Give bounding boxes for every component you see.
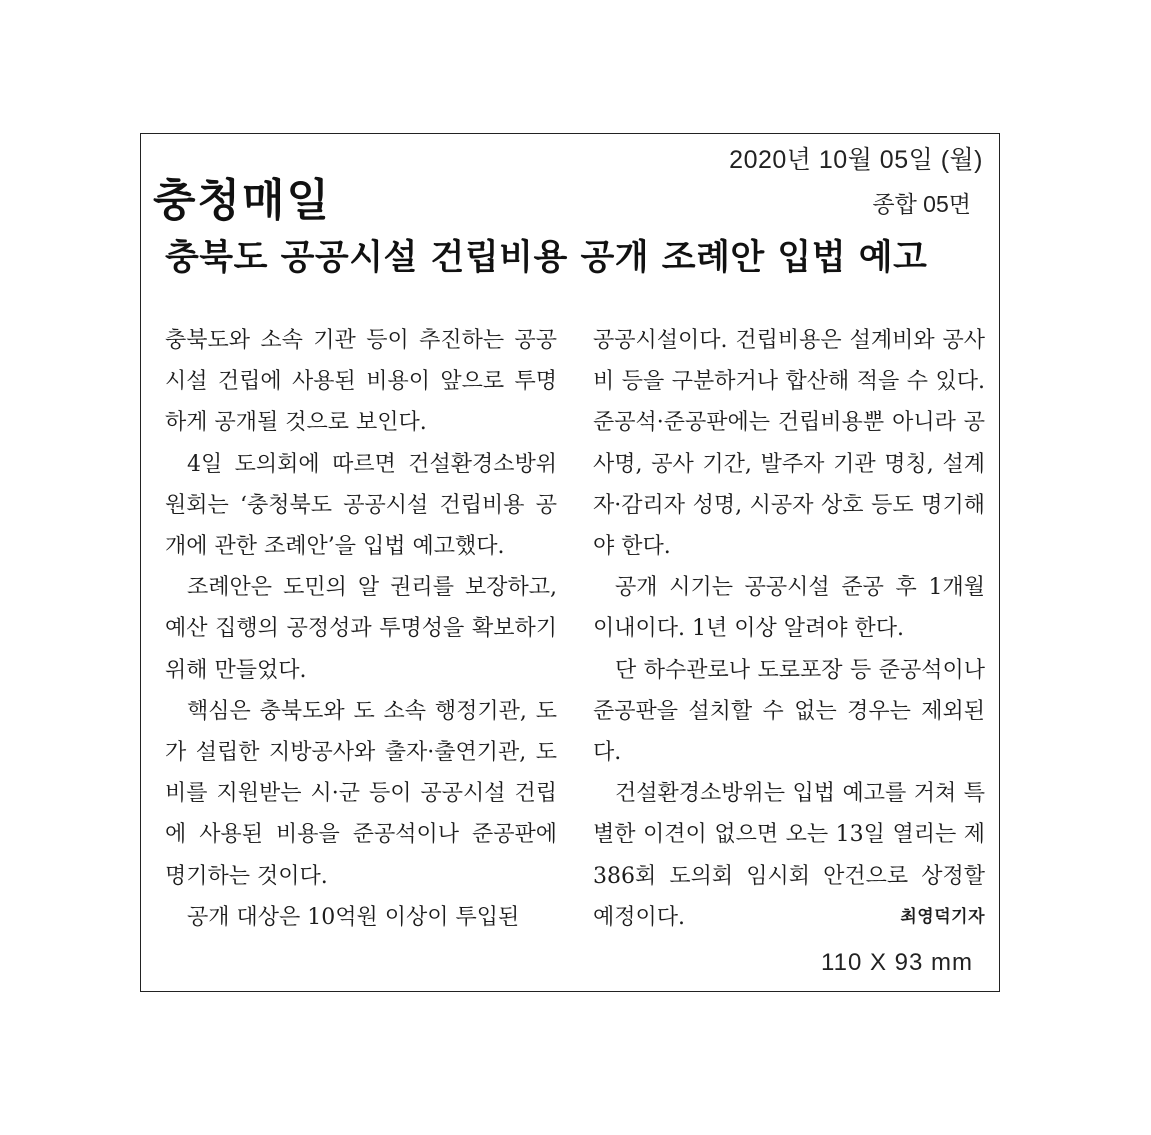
paragraph: 공공시설이다. 건립비용은 설계비와 공사비 등을 구분하거나 합산해 적을 수 있다. 준공석·준공판에는 건립비용뿐 아니라 공사명, 공사 기간, 발주자 기관 명칭, 설계자·감리자 성명, 시공자 상호 등도 명기해야 한다. <box>593 328 985 560</box>
newspaper-name: 충청매일 <box>153 175 332 226</box>
headline: 충북도 공공시설 건립비용 공개 조례안 입법 예고 <box>165 238 928 278</box>
article-column-left <box>165 320 557 940</box>
article-column-right <box>593 320 985 940</box>
paragraph: 충북도와 소속 기관 등이 추진하는 공공시설 건립에 사용된 비용이 앞으로 투명하게 공개될 것으로 보인다. <box>165 328 557 436</box>
paragraph: 조례안은 도민의 알 권리를 보장하고, 예산 집행의 공정성과 투명성을 확보하기 위해 만들었다. <box>165 575 557 683</box>
paragraph-text: 건설환경소방위는 입법 예고를 거쳐 특별한 이견이 없으면 오는 13일 열리는 제386회 도의회 임시회 안건으로 상정할 예정이다. <box>593 781 985 930</box>
byline: 최영덕기자 <box>900 906 985 927</box>
paragraph: 4일 도의회에 따르면 건설환경소방위원회는 ‘충청북도 공공시설 건립비용 공개에 관한 조례안’을 입법 예고했다. <box>165 451 557 560</box>
paragraph: 공개 대상은 10억원 이상이 투입된 <box>187 904 520 930</box>
paragraph-last <box>593 773 985 938</box>
news-clipping <box>140 133 1000 992</box>
paragraph: 핵심은 충북도와 도 소속 행정기관, 도가 설립한 지방공사와 출자·출연기관, 도비를 지원받는 시·군 등이 공공시설 건립에 사용된 비용을 준공석이나 준공판에 명기하는 것이다. <box>165 698 557 889</box>
publication-date: 2020년 10월 05일 (월) <box>729 146 983 174</box>
paragraph: 단 하수관로나 도로포장 등 준공석이나 준공판을 설치할 수 없는 경우는 제외된다. <box>593 657 985 766</box>
section-page: 종합 05면 <box>872 191 971 217</box>
clipping-size: 110 X 93 mm <box>821 949 973 976</box>
paragraph: 공개 시기는 공공시설 준공 후 1개월 이내이다. 1년 이상 알려야 한다. <box>593 575 985 642</box>
article-body <box>165 320 985 940</box>
